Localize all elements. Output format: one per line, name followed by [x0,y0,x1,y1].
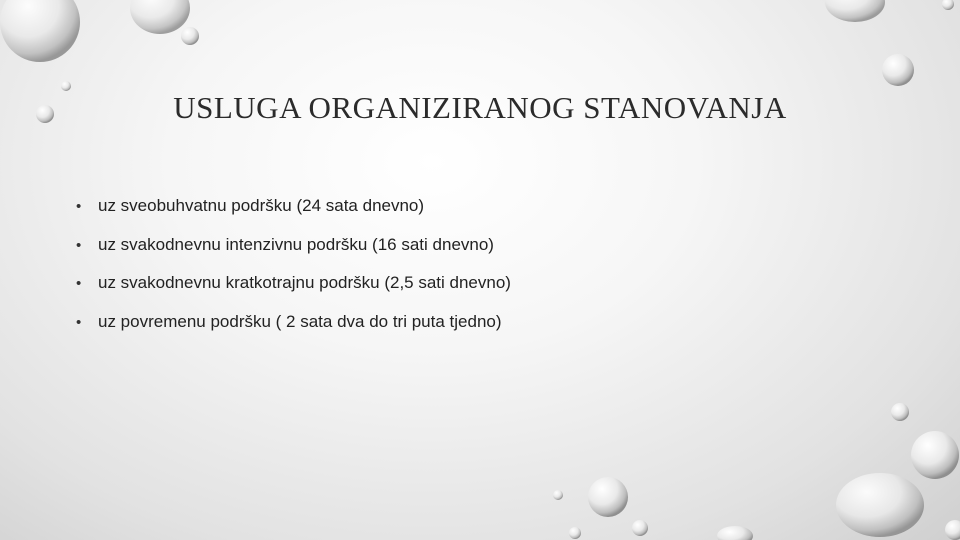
bullet-list [76,196,511,350]
bullet-text: uz sveobuhvatnu podršku (24 sata dnevno) [98,196,425,215]
water-drop-icon [942,0,954,10]
bullet-text: uz svakodnevnu kratkotrajnu podršku (2,5 sati dnevno) [98,273,511,292]
list-item [76,273,511,312]
water-drop-icon [825,0,885,22]
water-drop-icon [717,526,753,540]
water-drop-icon [569,527,581,539]
bullet-text: uz svakodnevnu intenzivnu podršku (16 sati dnevno) [98,234,494,254]
list-item [76,312,511,351]
slide-title: USLUGA ORGANIZIRANOG STANOVANJA [173,90,787,125]
bullet-icon: • [76,313,82,331]
water-drop-icon [836,473,924,537]
water-drop-icon [882,54,914,86]
bullet-icon: • [76,275,82,292]
water-drop-icon [588,477,628,517]
water-drop-icon [911,431,959,479]
bullet-text: uz povremenu podršku ( 2 sata dva do tri puta tjedno) [98,311,502,331]
list-item [76,235,511,274]
water-drop-icon [891,403,909,421]
water-drop-icon [553,490,563,500]
list-item [76,196,511,235]
bullet-icon: • [76,198,82,215]
water-drop-icon [945,520,960,540]
water-drop-icon [632,520,648,536]
water-drop-icon [181,27,199,45]
bullet-icon: • [76,236,82,254]
water-drop-icon [130,0,190,34]
water-drop-icon [0,0,80,62]
